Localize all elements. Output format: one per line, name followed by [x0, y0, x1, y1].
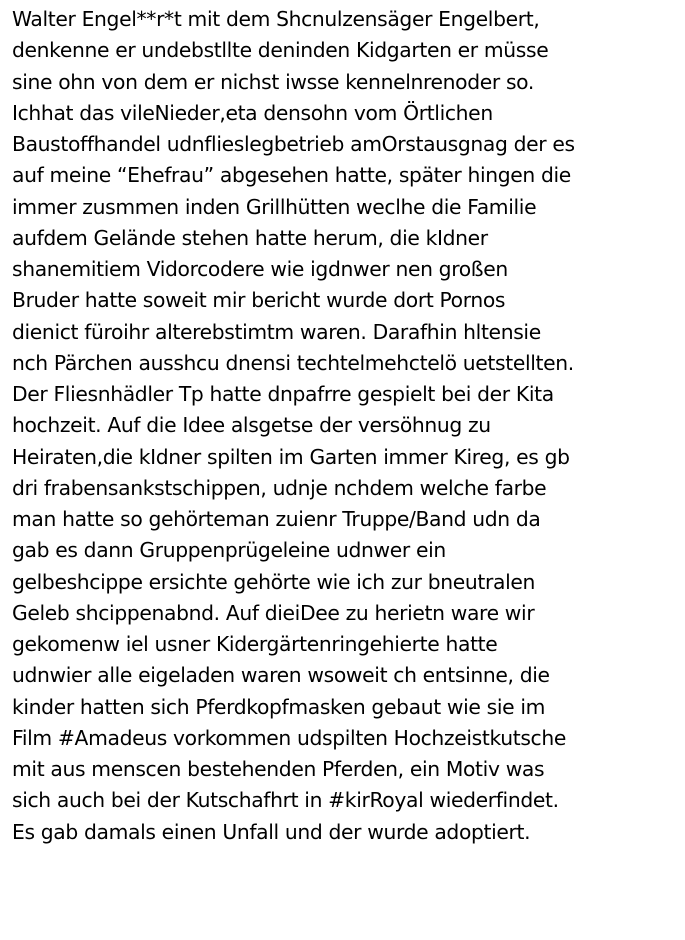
text-line-4: Ichhat das vileNieder,eta densohn vom Örtlichen: [12, 100, 493, 125]
text-line-24: Film #Amadeus vorkommen udspilten Hochzeistkutsche: [12, 725, 566, 750]
text-line-6: auf meine “Ehefrau” abgesehen hatte, später hingen die: [12, 163, 571, 188]
text-line-17: man hatte so gehörteman zuienr Truppe/Band udn da: [12, 507, 541, 531]
text-line-5: Baustoffhandel udnflieslegbetrieb amOrstausgnag der es: [12, 132, 575, 156]
text-line-10: Bruder hatte soweit mir bericht wurde dort Pornos: [12, 288, 506, 313]
text-line-14: hochzeit. Auf die Idee alsgetse der versöhnug zu: [12, 413, 491, 438]
text-line-19: gelbeshcippe ersichte gehörte wie ich zur bneutralen: [12, 569, 536, 594]
text-line-27: Es gab damals einen Unfall und der wurde adoptiert.: [12, 819, 531, 844]
text-line-16: dri frabensankstschippen, udnje nchdem welche farbe: [12, 475, 547, 500]
text-line-20: Geleb shcippenabnd. Auf dieiDee zu herietn ware wir: [12, 600, 535, 625]
text-line-18: gab es dann Gruppenprügeleine udnwer ein: [12, 538, 446, 563]
text-line-13: Der Fliesnhädler Tp hatte dnpafrre gespielt bei der Kita: [12, 382, 554, 406]
text-line-12: nch Pärchen ausshcu dnensi techtelmehctelö uetstellten.: [12, 350, 574, 375]
text-line-15: Heiraten,die kIdner spilten im Garten immer Kireg, es gb: [12, 444, 570, 469]
text-line-1: Walter Engel**r*t mit dem Shcnulzensäger Engelbert,: [12, 7, 540, 31]
text-line-7: immer zusmmen inden Grillhütten weclhe die Familie: [12, 194, 537, 219]
text-line-21: gekomenw iel usner Kidergärtenringehierte hatte: [12, 632, 498, 656]
text-line-3: sine ohn von dem er nichst iwsse kennelnrenoder so.: [12, 69, 534, 94]
text-line-2: denkenne er undebstllte deninden Kidgarten er müsse: [12, 38, 549, 63]
text-line-9: shanemitiem Vidorcodere wie igdnwer nen großen: [12, 257, 508, 281]
text-line-25: mit aus menscen bestehenden Pferden, ein Motiv was: [12, 757, 545, 781]
text-line-26: sich auch bei der Kutschafhrt in #kirRoyal wiederfindet.: [12, 788, 559, 813]
text-body: [12, 4, 680, 848]
text-line-11: dienict füroihr alterebstimtm waren. Darafhin hltensie: [12, 319, 541, 344]
text-line-22: udnwier alle eigeladen waren wsoweit ch entsinne, die: [12, 663, 550, 688]
text-line-8: aufdem Gelände stehen hatte herum, die kIdner: [12, 225, 488, 250]
text-line-23: kinder hatten sich Pferdkopfmasken gebaut wie sie im: [12, 694, 546, 719]
